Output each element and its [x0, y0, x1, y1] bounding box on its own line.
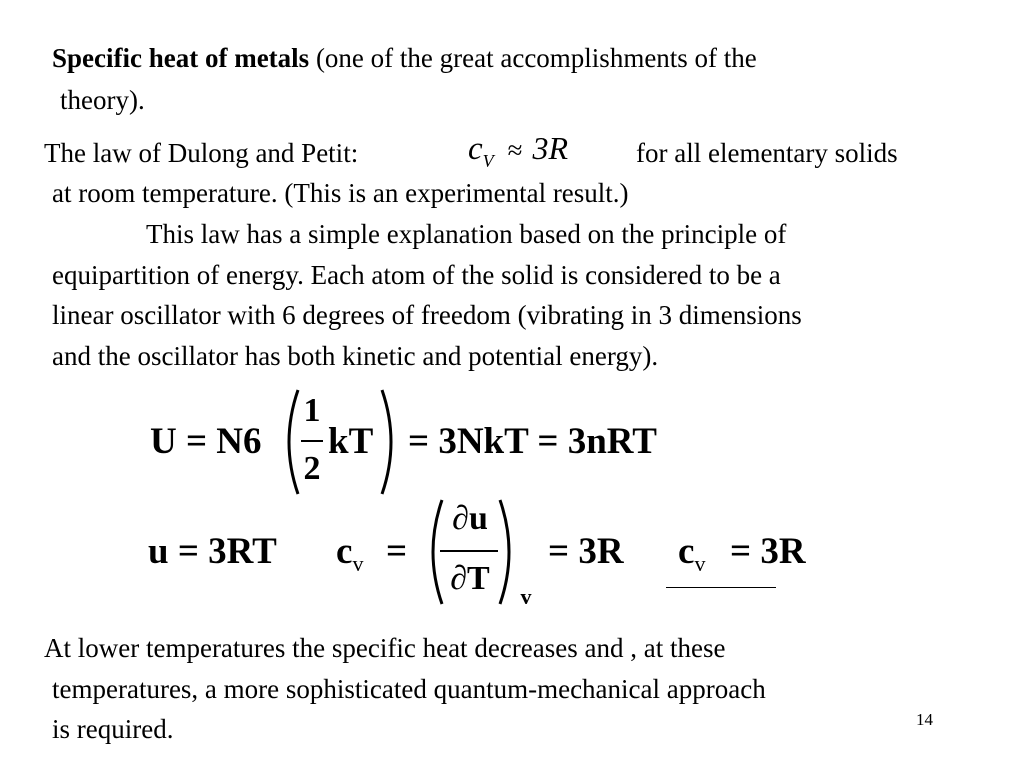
eq2-cv-right-c: c	[678, 531, 695, 572]
dulong-intro: The law of Dulong and Petit:	[44, 138, 359, 168]
dulong-formula-rhs: 3R	[532, 130, 569, 166]
eq2-cv-left-sub: v	[352, 551, 364, 576]
eq2-fraction-bar	[440, 550, 498, 552]
eq1-denominator: 2	[303, 450, 321, 487]
eq2-mid: = 3R	[548, 531, 624, 572]
eq2-end: = 3R	[730, 531, 806, 572]
eq2-denominator: ∂T	[450, 560, 490, 597]
dulong-formula	[468, 130, 568, 170]
dulong-formula-sub: V	[482, 151, 494, 171]
closing-line-1: At lower temperatures the specific heat decreases and , at these	[44, 633, 726, 663]
eq2-outer-sub: v	[520, 584, 532, 609]
eq2-equals: =	[386, 531, 408, 572]
heading-line-2: theory).	[60, 85, 145, 115]
paragraph-line-1: This law has a simple explanation based on the principle of	[146, 219, 787, 249]
eq2-u: u = 3RT	[148, 531, 277, 572]
paragraph-line-4: and the oscillator has both kinetic and potential energy).	[52, 341, 659, 371]
eq1-kt: kT	[328, 421, 374, 462]
dulong-formula-approx: ≈	[507, 135, 523, 165]
page-number: 14	[916, 710, 933, 729]
closing-line-3: is required.	[52, 714, 174, 744]
eq1-tail: = 3NkT = 3nRT	[408, 421, 657, 462]
dulong-after: for all elementary solids	[636, 138, 898, 168]
closing-line-2: temperatures, a more sophisticated quantum-mechanical approach	[52, 674, 766, 704]
paragraph-line-2: equipartition of energy. Each atom of the solid is considered to be a	[52, 260, 781, 290]
heading-line-1	[52, 42, 757, 74]
eq2-underline	[666, 587, 776, 588]
eq1-fraction-bar	[301, 440, 323, 442]
heading-subtitle: (one of the great accomplishments of the	[309, 43, 757, 73]
eq2-numerator: ∂u	[452, 500, 488, 537]
eq2-cv-right	[678, 530, 706, 576]
dulong-formula-c: c	[468, 131, 483, 167]
eq1-numerator: 1	[303, 392, 321, 429]
eq2-cv-right-sub: v	[694, 551, 706, 576]
dulong-line-2: at room temperature. (This is an experimental result.)	[52, 178, 629, 208]
eq1-left: U = N6	[150, 421, 262, 462]
eq2-cv-left-c: c	[336, 531, 353, 572]
eq2-cv-left	[336, 530, 364, 576]
eq1-right-paren	[378, 386, 404, 498]
heading-title: Specific heat of metals	[52, 43, 310, 73]
paragraph-line-3: linear oscillator with 6 degrees of freedom (vibrating in 3 dimensions	[52, 300, 802, 330]
eq1-left-paren	[276, 386, 302, 498]
